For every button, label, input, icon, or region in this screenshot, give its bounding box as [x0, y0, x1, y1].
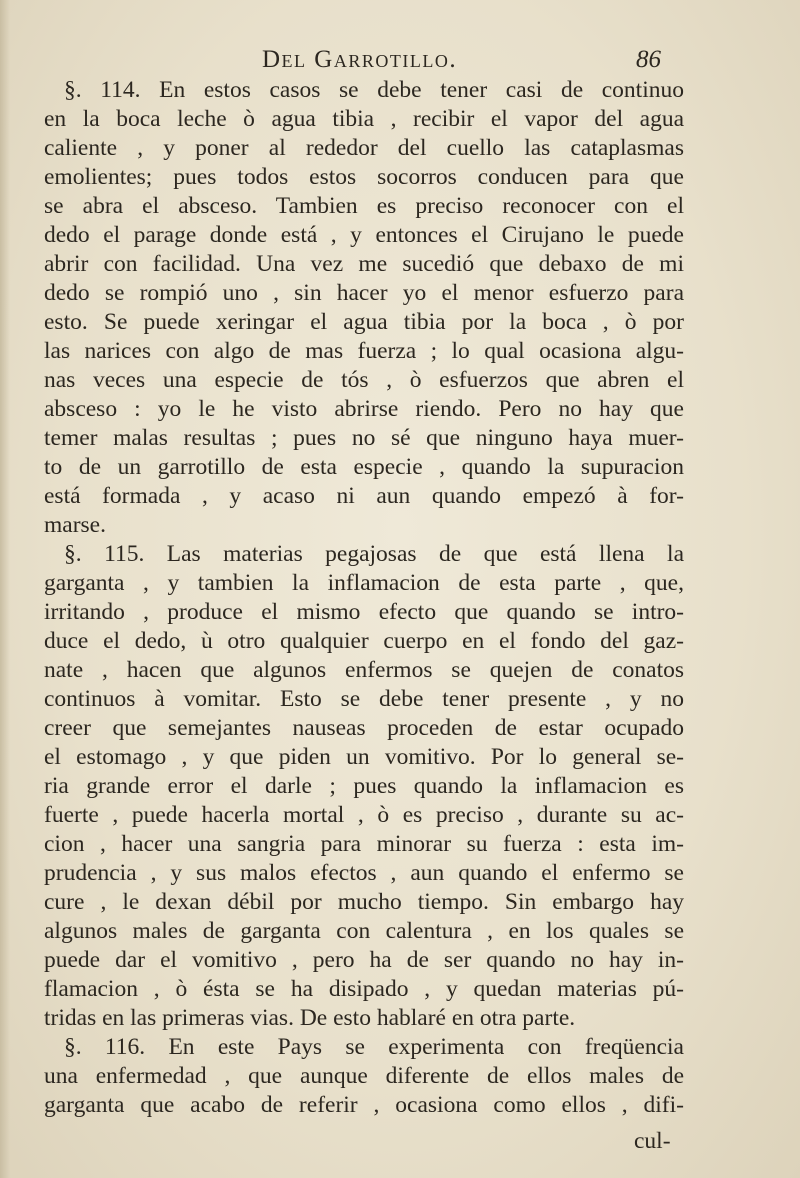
text-line: tridas en las primeras vias. De esto hablaré en otra parte. [44, 1005, 576, 1031]
text-line: §. 116. En este Pays se experimenta con freqüencia [64, 1034, 684, 1060]
text-line: marse. [44, 512, 106, 538]
text-line: garganta que acabo de referir , ocasiona como ellos , difi- [44, 1092, 684, 1118]
text-line: prudencia , y sus malos efectos , aun quando el enfermo se [44, 860, 684, 886]
text-line: el estomago , y que piden un vomitivo. Por lo general se- [44, 744, 684, 770]
text-line: las narices con algo de mas fuerza ; lo qual ocasiona algu- [44, 338, 684, 364]
text-line: flamacion , ò ésta se ha disipado , y quedan materias pú- [44, 976, 684, 1002]
page-gutter-shadow [0, 0, 10, 1178]
text-line: dedo el parage donde está , y entonces el Cirujano le puede [44, 222, 684, 248]
page-header [0, 46, 800, 76]
text-line: fuerte , puede hacerla mortal , ò es preciso , durante su ac- [44, 802, 684, 828]
text-line: dedo se rompió uno , sin hacer yo el menor esfuerzo para [44, 280, 684, 306]
text-line: una enfermedad , que aunque diferente de ellos males de [44, 1063, 684, 1089]
text-line: to de un garrotillo de esta especie , quando la supuracion [44, 454, 684, 480]
body-text [44, 76, 684, 1120]
catchword: cul- [634, 1128, 671, 1154]
text-line: abrir con facilidad. Una vez me sucedió que debaxo de mi [44, 251, 684, 277]
text-line: §. 114. En estos casos se debe tener casi de continuo [64, 77, 684, 103]
text-line: cion , hacer una sangria para minorar su fuerza : esta im- [44, 831, 684, 857]
text-line: cure , le dexan débil por mucho tiempo. Sin embargo hay [44, 889, 684, 915]
text-line: puede dar el vomitivo , pero ha de ser quando no hay in- [44, 947, 684, 973]
text-line: nas veces una especie de tós , ò esfuerzos que abren el [44, 367, 684, 393]
page-number: 86 [636, 46, 661, 73]
text-line: duce el dedo, ù otro qualquier cuerpo en el fondo del gaz- [44, 628, 684, 654]
text-line: algunos males de garganta con calentura , en los quales se [44, 918, 684, 944]
text-line: §. 115. Las materias pegajosas de que está llena la [64, 541, 684, 567]
text-line: caliente , y poner al rededor del cuello las cataplasmas [44, 135, 684, 161]
text-line: continuos à vomitar. Esto se debe tener presente , y no [44, 686, 684, 712]
text-line: absceso : yo le he visto abrirse riendo. Pero no hay que [44, 396, 684, 422]
text-line: temer malas resultas ; pues no sé que ninguno haya muer- [44, 425, 684, 451]
text-line: creer que semejantes nauseas proceden de estar ocupado [44, 715, 684, 741]
text-line: está formada , y acaso ni aun quando empezó à for- [44, 483, 684, 509]
text-line: esto. Se puede xeringar el agua tibia por la boca , ò por [44, 309, 684, 335]
running-title: Del Garrotillo. [262, 46, 458, 73]
text-line: garganta , y tambien la inflamacion de esta parte , que, [44, 570, 684, 596]
text-line: en la boca leche ò agua tibia , recibir el vapor del agua [44, 106, 684, 132]
text-line: ria grande error el darle ; pues quando la inflamacion es [44, 773, 684, 799]
text-line: nate , hacen que algunos enfermos se quejen de conatos [44, 657, 684, 683]
text-line: emolientes; pues todos estos socorros conducen para que [44, 164, 684, 190]
text-line: se abra el absceso. Tambien es preciso reconocer con el [44, 193, 684, 219]
text-line: irritando , produce el mismo efecto que quando se intro- [44, 599, 684, 625]
